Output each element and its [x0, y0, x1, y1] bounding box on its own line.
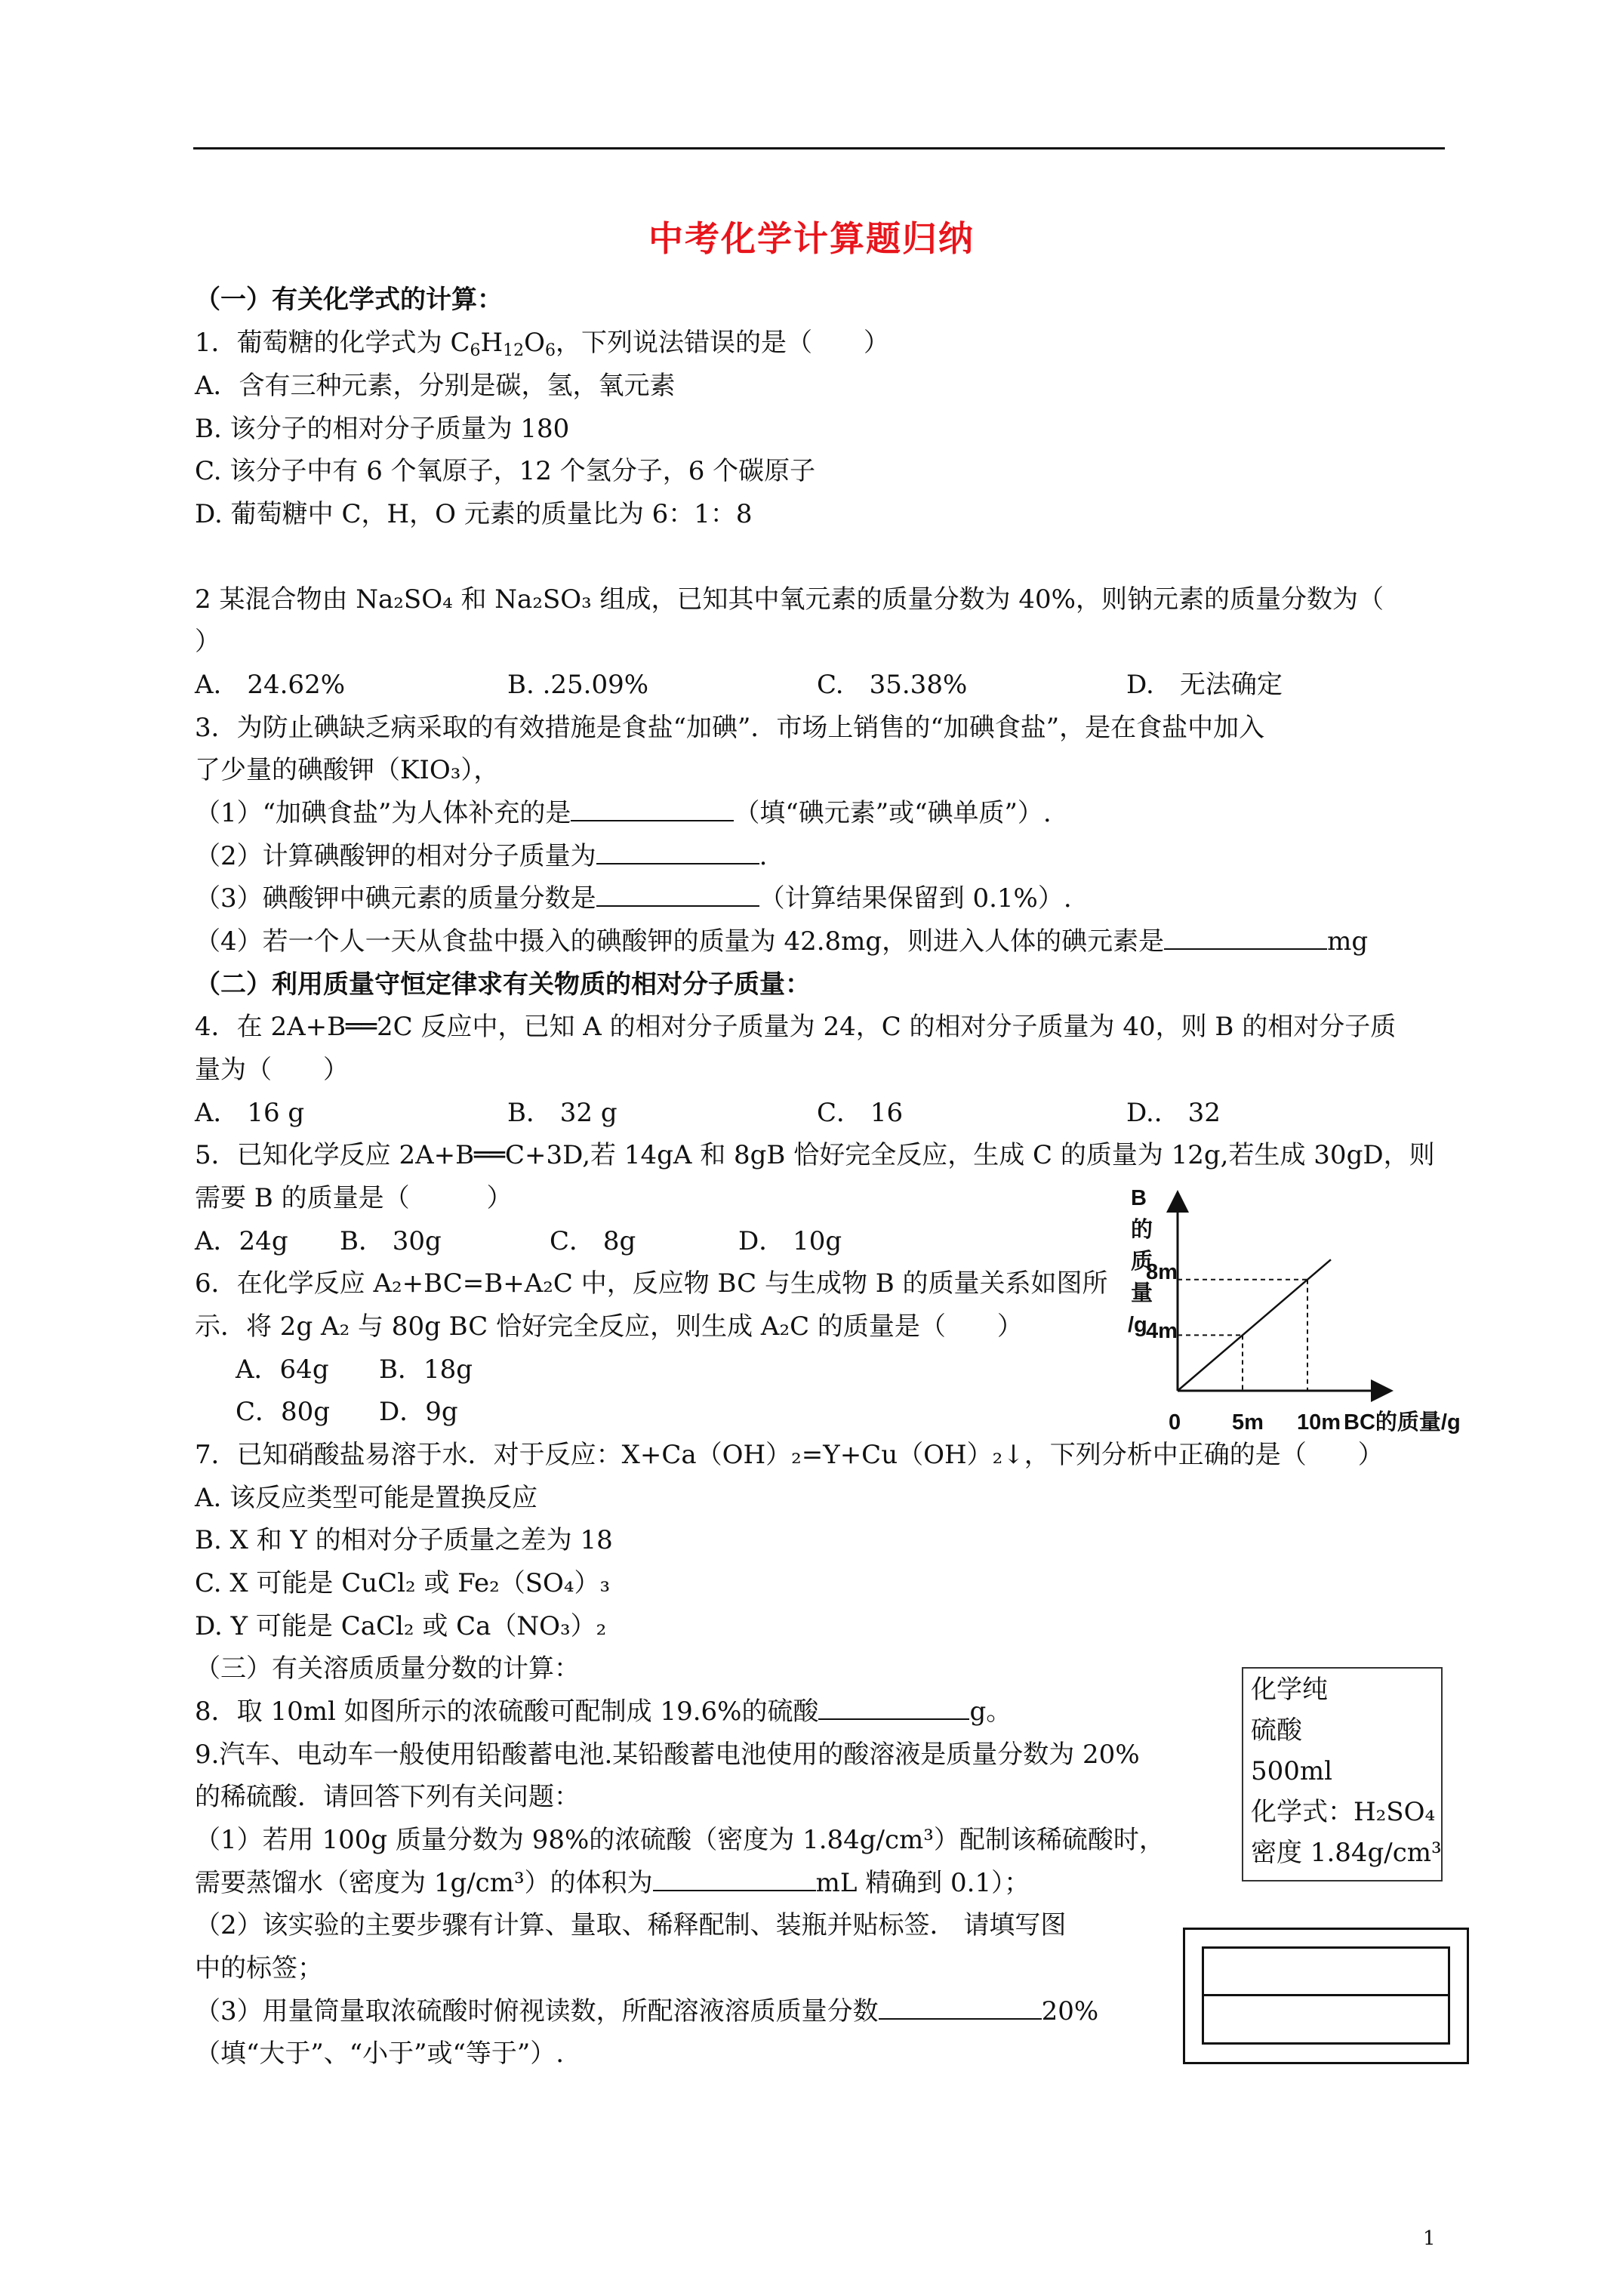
x-tick-label: 5m [1232, 1410, 1264, 1435]
question-4-option-c: C． 16 [817, 1098, 904, 1128]
x-tick-label: 0 [1169, 1410, 1181, 1435]
section-heading: （二）利用质量守恒定律求有关物质的相对分子质量： [195, 969, 811, 1000]
question-3-part-3: （3）碘酸钾中碘元素的质量分数是 （计算结果保留到 0.1%）. [195, 883, 1072, 914]
y-label-char: 量 [1131, 1281, 1153, 1305]
y-tick-label: 4m [1146, 1319, 1178, 1343]
question-5-option-c: C． 8g [550, 1226, 636, 1256]
question-9-part-2: （2）该实验的主要步骤有计算、量取、稀释配制、装瓶并贴标签． 请填写图 [195, 1910, 1067, 1940]
question-2-stem-end: ） [195, 627, 220, 657]
question-2-stem: 2 某混合物由 Na₂SO₄ 和 Na₂SO₃ 组成，已知其中氧元素的质量分数为 40%，则钠元素的质量分数为（ [195, 584, 1384, 615]
section-heading: （一）有关化学式的计算： [195, 285, 503, 315]
label-line: 化学纯 [1251, 1675, 1328, 1705]
question-6-option-d: D．9g [379, 1397, 458, 1427]
question-6-line-1: 6．在化学反应 A₂+BC=B+A₂C 中，反应物 BC 与生成物 B 的质量关系如图所 [195, 1268, 1108, 1299]
question-3-line-1: 3．为防止碘缺乏病采取的有效措施是食盐“加碘”．市场上销售的“加碘食盐”，是在食盐中加入 [195, 713, 1265, 743]
question-4-option-a: A． 16 g [195, 1098, 305, 1128]
question-3-line-2: 了少量的碘酸钾（KIO₃）， [195, 755, 500, 785]
question-9-line-1: 9.汽车、电动车一般使用铅酸蓄电池.某铅酸蓄电池使用的酸溶液是质量分数为 20% [195, 1740, 1140, 1770]
page-title: 中考化学计算题归纳 [648, 218, 975, 259]
x-tick-label: 10m [1297, 1410, 1341, 1435]
question-4-option-d: D.． 32 [1126, 1098, 1221, 1128]
label-line: 密度 1.84g/cm³ [1251, 1838, 1442, 1868]
question-4-option-b: B． 32 g [507, 1098, 617, 1128]
y-label-char: /g [1128, 1313, 1147, 1337]
answer-blank[interactable] [818, 1696, 969, 1720]
question-1-option-d: D. 葡萄糖中 C，H，O 元素的质量比为 6：1：8 [195, 499, 753, 529]
question-7-option-b: B. X 和 Y 的相对分子质量之差为 18 [195, 1525, 613, 1555]
label-line: 500ml [1251, 1756, 1333, 1786]
page-number: 1 [1423, 2227, 1436, 2250]
question-2-option-c: C. 35.38% [817, 670, 968, 700]
answer-blank[interactable] [596, 840, 759, 864]
question-3-part-1: （1）“加碘食盐”为人体补充的是 （填“碘元素”或“碘单质”）. [195, 798, 1052, 828]
question-5-option-a: A．24g [195, 1226, 288, 1256]
y-label-char: 的 [1131, 1218, 1153, 1242]
label-line: 硫酸 [1251, 1715, 1302, 1746]
question-5-option-b: B． 30g [340, 1226, 442, 1256]
question-4-line-1: 4．在 2A+B══2C 反应中，已知 A 的相对分子质量为 24，C 的相对分子质量为 40，则 B 的相对分子质 [195, 1012, 1397, 1042]
question-9-part-2-cont: 中的标签； [195, 1953, 323, 1983]
reagent-label-box [1242, 1667, 1443, 1881]
question-1-stem: 1．葡萄糖的化学式为 $C_6H_{12}O_6$，下列说法错误的是（ ） [195, 328, 889, 360]
answer-blank[interactable] [653, 1867, 816, 1891]
question-6-option-c: C．80g [236, 1397, 331, 1427]
question-6-option-a: A．64g [236, 1354, 329, 1385]
y-label-char: 质 [1131, 1250, 1153, 1274]
question-7-option-d: D. Y 可能是 CaCl₂ 或 Ca（NO₃）₂ [195, 1611, 607, 1641]
header-rule [193, 147, 1445, 149]
label-divider [1204, 1994, 1448, 1996]
answer-blank[interactable] [596, 883, 759, 907]
label-fill-area[interactable] [1202, 1946, 1450, 2045]
question-2-option-d: D. 无法确定 [1126, 670, 1283, 700]
answer-blank[interactable] [571, 797, 734, 821]
question-1-option-c: C. 该分子中有 6 个氧原子，12 个氢分子，6 个碳原子 [195, 456, 816, 486]
answer-blank[interactable] [879, 1996, 1042, 2020]
question-3-part-2: （2）计算碘酸钾的相对分子质量为 . [195, 841, 768, 871]
answer-blank[interactable] [1164, 926, 1327, 950]
question-7-line-1: 7．已知硝酸盐易溶于水．对于反应：X+Ca（OH）₂=Y+Cu（OH）₂↓，下列分析中正确的是（ ） [195, 1440, 1384, 1470]
question-9-part-1: （1）若用 100g 质量分数为 98%的浓硫酸（密度为 1.84g/cm³）配制该稀硫酸时， [195, 1825, 1165, 1855]
question-5-option-d: D． 10g [738, 1226, 842, 1256]
question-6-line-2: 示．将 2g A₂ 与 80g BC 恰好完全反应，则生成 A₂C 的质量是（ ） [195, 1311, 1023, 1342]
y-label-char: B [1131, 1186, 1147, 1210]
question-8: 8．取 10ml 如图所示的浓硫酸可配制成 19.6%的硫酸 g。 [195, 1697, 1012, 1727]
question-7-option-c: C. X 可能是 CuCl₂ 或 Fe₂（SO₄）₃ [195, 1568, 611, 1598]
question-2-option-a: A. 24.62% [195, 670, 346, 700]
y-tick-label: 8m [1146, 1260, 1178, 1284]
question-9-part-1-cont: 需要蒸馏水（密度为 1g/cm³）的体积为 mL 精确到 0.1）； [195, 1868, 1030, 1898]
question-9-line-2: 的稀硫酸．请回答下列有关问题： [195, 1782, 580, 1812]
question-5-line-2: 需要 B 的质量是（ ） [195, 1183, 513, 1213]
question-6-option-b: B．18g [379, 1354, 473, 1385]
question-9-part-3: （3）用量筒量取浓硫酸时俯视读数，所配溶液溶质质量分数 20% [195, 1996, 1099, 2026]
bottle-label-figure [1183, 1928, 1469, 2064]
section-heading: （三）有关溶质质量分数的计算： [195, 1653, 580, 1684]
question-2-option-b: B. .25.09% [507, 670, 649, 700]
question-1-option-a: A．含有三种元素，分别是碳，氢，氧元素 [195, 371, 676, 401]
question-3-part-4: （4）若一个人一天从食盐中摄入的碘酸钾的质量为 42.8mg，则进入人体的碘元素是 mg [195, 926, 1369, 957]
label-line: 化学式：H₂SO₄ [1251, 1797, 1436, 1827]
question-1-option-b: B. 该分子的相对分子质量为 180 [195, 414, 570, 444]
question-4-line-2: 量为（ ） [195, 1055, 349, 1085]
question-5-line-1: 5．已知化学反应 2A+B══C+3D,若 14gA 和 8gB 恰好完全反应，生成 C 的质量为 12g,若生成 30gD，则 [195, 1140, 1435, 1170]
x-axis-label: BC的质量/g [1344, 1410, 1461, 1435]
question-9-part-3-cont: （填“大于”、“小于”或“等于”）. [195, 2039, 565, 2069]
question-7-option-a: A. 该反应类型可能是置换反应 [195, 1483, 538, 1513]
mass-relation-graph [1117, 1178, 1540, 1450]
